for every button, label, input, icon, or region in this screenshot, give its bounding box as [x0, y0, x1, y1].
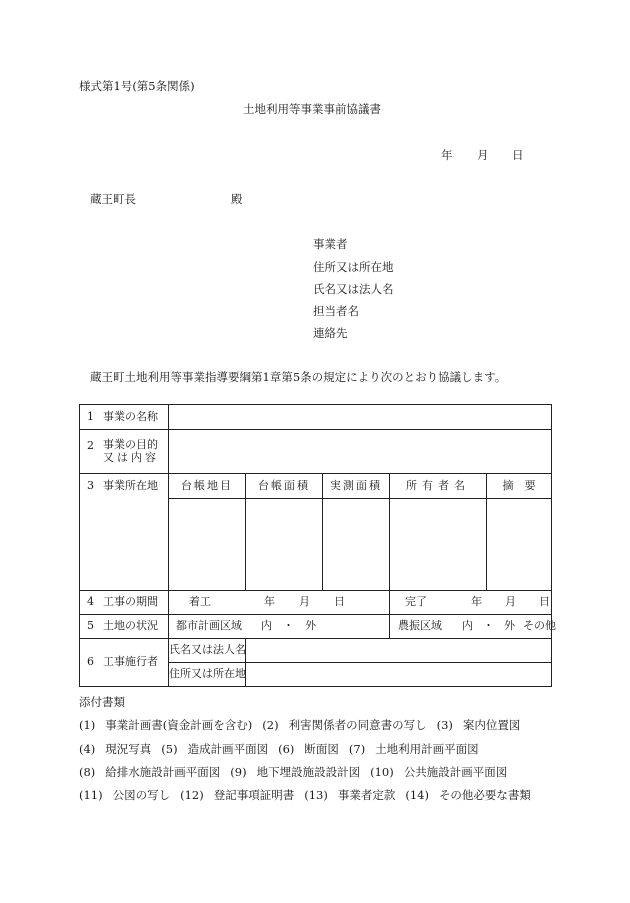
attachment-line-2	[79, 744, 479, 756]
attachment-num: (12)	[180, 788, 204, 802]
attachment-item: 登記事項証明書	[213, 788, 295, 802]
attachment-num: (8)	[79, 765, 96, 779]
label-text: 事業の名称	[103, 409, 158, 423]
row-land-status	[80, 615, 552, 639]
attachment-item: 造成計画平面図	[187, 742, 269, 756]
applicant-contact-person: 担当者名	[313, 304, 359, 318]
attachment-item: その他必要な書類	[438, 788, 531, 802]
attachment-num: (3)	[436, 718, 453, 732]
cell-start-date[interactable]	[169, 591, 390, 615]
start-day: 日	[334, 595, 345, 609]
header-registered-land-category: 台帳地目	[169, 474, 246, 499]
attachment-num: (6)	[278, 742, 295, 756]
start-year: 年	[264, 595, 275, 609]
attachment-num: (10)	[370, 765, 394, 779]
cell-remarks[interactable]	[487, 499, 552, 591]
cell-land-category[interactable]	[169, 499, 246, 591]
attachment-item: 事業計画書(資金計画を含む)	[105, 718, 253, 732]
cell-registered-area[interactable]	[246, 499, 323, 591]
row-number: 1	[87, 409, 94, 423]
label-text: 工事の期間	[103, 595, 158, 609]
applicant-name: 氏名又は法人名	[313, 282, 394, 296]
label-construction-period	[80, 591, 169, 615]
document-title: 土地利用等事業事前協議書	[243, 102, 381, 116]
attachment-num: (2)	[262, 718, 279, 732]
row-number: 2	[87, 438, 94, 452]
end-year: 年	[471, 595, 482, 609]
row-number: 5	[87, 619, 94, 633]
end-month: 月	[505, 595, 516, 609]
farm-out: 外	[504, 619, 515, 633]
row-number: 3	[87, 479, 94, 492]
header-owner-name: 所有者名	[390, 474, 487, 499]
city-plan-dot: ・	[283, 619, 294, 633]
label-contractor	[80, 639, 169, 687]
label-text: 事業所在地	[103, 479, 158, 492]
attachment-item: 公図の写し	[112, 788, 171, 802]
header-registered-area: 台帳面積	[246, 474, 323, 499]
attachment-num: (14)	[405, 788, 429, 802]
input-project-purpose[interactable]	[169, 430, 552, 474]
consultation-table	[79, 404, 556, 687]
attachment-num: (1)	[79, 718, 96, 732]
attachment-line-4	[79, 790, 531, 802]
header-remarks: 摘 要	[487, 474, 552, 499]
attachments-heading: 添付書類	[79, 695, 125, 709]
attachment-item: 公共施設計画平面図	[403, 765, 508, 779]
label-location	[80, 474, 169, 591]
input-contractor-name[interactable]	[246, 639, 552, 663]
applicant-business-owner: 事業者	[313, 237, 348, 251]
label-land-status	[80, 615, 169, 639]
addressee-honorific: 殿	[231, 192, 243, 206]
attachment-num: (11)	[79, 788, 103, 802]
row-number: 6	[87, 655, 94, 669]
label-text: 土地の状況	[103, 619, 158, 633]
row-project-purpose	[80, 430, 552, 474]
attachment-num: (13)	[304, 788, 328, 802]
label-text-line2: 又は内容	[103, 450, 159, 464]
attachment-line-1	[79, 720, 520, 732]
row-number: 4	[87, 595, 94, 609]
attachment-num: (9)	[230, 765, 247, 779]
label-contractor-address: 住所又は所在地	[169, 663, 246, 687]
cell-end-date[interactable]	[390, 591, 552, 615]
attachment-num: (7)	[348, 742, 366, 756]
city-plan-in: 内	[261, 619, 272, 633]
attachment-item: 断面図	[304, 742, 339, 756]
row-project-name	[80, 405, 552, 430]
row-contractor-name	[80, 639, 552, 663]
label-contractor-name: 氏名又は法人名	[169, 639, 246, 663]
date-day: 日	[512, 148, 524, 162]
date-year: 年	[441, 148, 453, 162]
farm-dot: ・	[483, 619, 494, 633]
input-project-name[interactable]	[169, 405, 552, 430]
label-text-line1: 事業の目的	[103, 437, 158, 451]
label-text: 工事施行者	[103, 655, 158, 669]
cell-agri-zone[interactable]	[390, 615, 556, 639]
row-construction-period	[80, 591, 552, 615]
attachment-item: 地下埋設施設設計図	[256, 765, 361, 779]
label-project-purpose	[80, 430, 169, 474]
farm-in: 内	[462, 619, 473, 633]
farm-label: 農振区域	[398, 619, 442, 633]
city-plan-label: 都市計画区域	[176, 619, 242, 633]
attachment-item: 利害関係者の同意書の写し	[288, 718, 427, 732]
attachment-item: 土地利用計画平面図	[375, 742, 479, 756]
applicant-address: 住所又は所在地	[313, 260, 394, 274]
attachment-item: 事業者定款	[337, 788, 396, 802]
end-label: 完了	[405, 595, 427, 609]
attachment-num: (5)	[161, 742, 178, 756]
attachment-item: 給排水施設計画平面図	[105, 765, 221, 779]
row-location-header	[80, 474, 552, 499]
applicant-contact: 連絡先	[313, 326, 348, 340]
input-contractor-address[interactable]	[246, 663, 552, 687]
farm-other: その他	[523, 619, 556, 633]
date-month: 月	[477, 148, 489, 162]
city-plan-out: 外	[305, 619, 316, 633]
label-project-name	[80, 405, 169, 430]
cell-owner-name[interactable]	[390, 499, 487, 591]
addressee-name: 蔵王町長	[90, 192, 136, 206]
header-measured-area: 実測面積	[323, 474, 390, 499]
cell-city-planning[interactable]	[169, 615, 390, 639]
attachment-item: 現況写真	[105, 742, 152, 756]
cell-measured-area[interactable]	[323, 499, 390, 591]
attachment-num: (4)	[79, 742, 96, 756]
attachment-item: 案内位置図	[462, 718, 521, 732]
start-month: 月	[299, 595, 310, 609]
form-number: 様式第1号(第5条関係)	[79, 79, 195, 93]
attachment-line-3	[79, 767, 507, 779]
statement: 蔵王町土地利用等事業指導要綱第1章第5条の規定により次のとおり協議します。	[90, 370, 507, 384]
start-label: 着工	[189, 595, 211, 609]
end-day: 日	[539, 595, 550, 609]
